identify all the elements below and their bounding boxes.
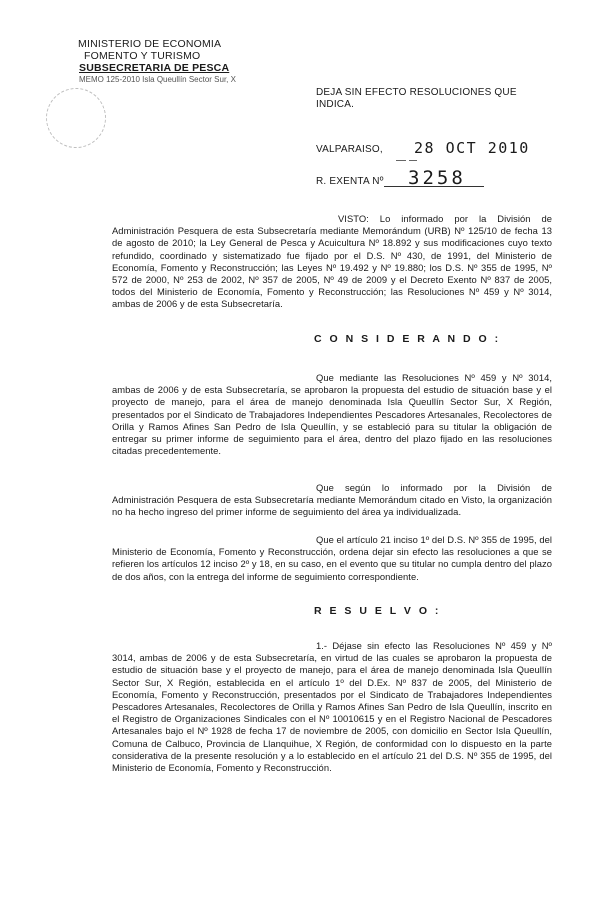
resolution-number-underline [384,186,484,187]
resuelvo-heading: R E S U E L V O : [314,605,441,617]
resolution-number: 3258 [408,167,466,189]
date-dash-2 [409,160,417,161]
stamped-date: 28 OCT 2010 [414,139,530,157]
considerando-heading: C O N S I D E R A N D O : [314,333,501,345]
resuelvo-item-1: 1.- Déjase sin efecto las Resoluciones Nº 459 y Nº 3014, ambas de 2006 y de esta Subsecretaría, en virtud de las cuales se aprobaron la propuesta de estudio de situación base y el proyecto de manejo, para el área de manejo denominada Isla Queullín Sector Sur, X Región, establecida en el artículo 1º del D.Ex. Nº 837 de 2005, del Ministerio de Economía, Fomento y Reconstrucción, presentados por el Sindicato de Trabajadores Independientes Pescadores Artesanales, Recolectores de Orilla y Ramos Afines San Pedro de Isla Queullín, inscrito en el Registro de Organizaciones Sindicales con el Nº 10010615 y en el Registro Nacional de Pescadores Artesanales bajo el Nº 1928 de fecha 17 de noviembre de 2005, con domicilio en Sector Isla Queullín, Comuna de Calbuco, Provincia de Llanquihue, X Región, de conformidad con lo dispuesto en la parte considerativa de la presente resolución y a lo establecido en el artículo 21 del D.S. Nº 355 de 1995, del Ministerio de Economía, Fomento y Reconstrucción. [112,640,552,774]
memo-reference: MEMO 125-2010 Isla Queullín Sector Sur, X [79,75,236,84]
ministry-subtitle: FOMENTO Y TURISMO [84,50,201,62]
subject-line-2: INDICA. [316,99,355,110]
office-stamp [38,80,115,157]
subject-line-1: DEJA SIN EFECTO RESOLUCIONES QUE [316,87,517,98]
considerando-item-2: Que según lo informado por la División de Administración Pesquera de esta Subsecretaría mediante Memorándum citado en Visto, la organización no ha hecho ingreso del primer informe de seguimiento del área ya individualizada. [112,482,552,518]
city-label: VALPARAISO, [316,144,383,155]
subsecretaria-name: SUBSECRETARIA DE PESCA [79,62,230,74]
considerando-item-3: Que el artículo 21 inciso 1º del D.S. Nº 355 de 1995, del Ministerio de Economía, Fomento y Reconstrucción, ordena dejar sin efecto las resoluciones a que se refieren los artículos 12 inciso 2º y 18, en su caso, en el evento que su titular no cumpla dentro del plazo de dos años, con la entrega del informe de seguimiento correspondiente. [112,534,552,582]
visto-paragraph: VISTO: Lo informado por la División de Administración Pesquera de esta Subsecretaría mediante Memorándum (URB) Nº 125/10 de fecha 13 de agosto de 2010; la Ley General de Pesca y Acuicultura Nº 18.892 y sus modificaciones cuyo texto refundido, coordinado y sistematizado fue fijado por el D.S. Nº 430, de 1991, del Ministerio de Economía, Fomento y Reconstrucción; las Leyes Nº 19.492 y Nº 19.880; los D.S. Nº 355 de 1995, Nº 572 de 2000, Nº 253 de 2002, Nº 357 de 2005, Nº 49 de 2009 y el Decreto Exento Nº 837 de 2005, todos del Ministerio de Economía, Fomento y Reconstrucción; las Resoluciones Nº 459 y Nº 3014, ambas de 2006 y de esta Subsecretaría. [112,213,552,310]
considerando-item-1: Que mediante las Resoluciones Nº 459 y Nº 3014, ambas de 2006 y de esta Subsecretaría, se aprobaron la propuesta del estudio de situación base y el proyecto de manejo, para el área de manejo denominada Isla Queullín Sector Sur, X Región, presentados por el Sindicato de Trabajadores Independientes Pescadores Artesanales, Recolectores de Orilla y Ramos Afines San Pedro de Isla Queullín, y se estableció para su titular la obligación de entregar su primer informe de seguimiento para el área, dentro del plazo fijado en las resoluciones citadas precedentemente. [112,372,552,457]
ministry-name: MINISTERIO DE ECONOMIA [78,38,222,50]
date-dash-1 [396,160,406,161]
resolution-label: R. EXENTA Nº [316,176,384,187]
